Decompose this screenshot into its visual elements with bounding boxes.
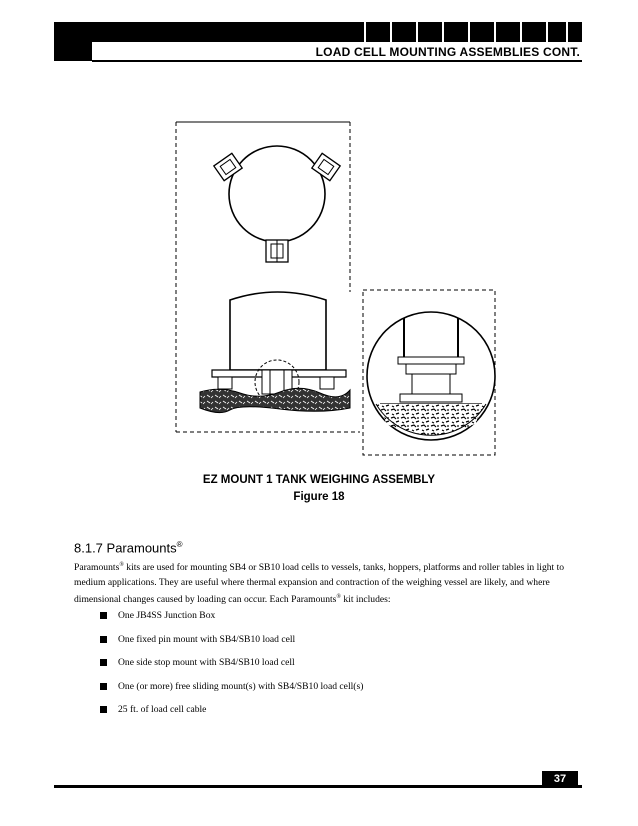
square-bullet-icon	[100, 683, 107, 690]
header-divider	[416, 22, 418, 42]
list-item	[100, 704, 363, 728]
list-item-text: One (or more) free sliding mount(s) with SB4/SB10 load cell(s)	[118, 680, 364, 692]
list-item-text: One fixed pin mount with SB4/SB10 load cell	[118, 633, 296, 645]
square-bullet-icon	[100, 706, 107, 713]
figure-title: EZ MOUNT 1 TANK WEIGHING ASSEMBLY	[202, 474, 436, 486]
side-view	[200, 292, 350, 413]
tank-assembly-figure	[150, 112, 510, 462]
header-divider	[566, 22, 568, 42]
square-bullet-icon	[100, 636, 107, 643]
list-item	[100, 610, 363, 634]
list-item-text: 25 ft. of load cell cable	[118, 704, 207, 715]
section-heading	[74, 540, 183, 555]
registered-mark: ®	[176, 540, 183, 549]
list-item	[100, 657, 363, 681]
section-heading-text: 8.1.7 Paramounts	[74, 540, 177, 556]
square-bullet-icon	[100, 659, 107, 666]
detail-view	[363, 290, 495, 455]
header-rule	[92, 60, 582, 62]
list-item-text: One side stop mount with SB4/SB10 load cell	[118, 657, 295, 668]
square-bullet-icon	[100, 612, 107, 619]
page-number: 37	[542, 771, 578, 788]
paragraph-text: Paramounts	[74, 562, 120, 574]
header-divider	[520, 22, 522, 42]
header-divider	[442, 22, 444, 42]
paragraph-text: kit includes:	[340, 594, 391, 606]
header-divider	[390, 22, 392, 42]
kit-contents-list	[100, 610, 363, 728]
section-paragraph	[74, 558, 574, 608]
header-bar	[54, 22, 582, 42]
list-item-text: One JB4SS Junction Box	[118, 610, 216, 621]
paragraph-text: kits are used for mounting SB4 or SB10 load cells to vessels, tanks, hoppers, platforms and roller tables in light to medium applications. They are useful where thermal expansion and contraction of the weighing vessel are likely, and where dimensional changes caused by loading can occur. Each Paramounts	[74, 562, 565, 606]
top-view	[214, 146, 340, 262]
registered-mark: ®	[119, 562, 124, 568]
figure-label: Figure 18	[293, 491, 345, 503]
list-item	[100, 681, 363, 705]
list-item	[100, 634, 363, 658]
footer-rule	[54, 785, 582, 788]
registered-mark: ®	[336, 594, 341, 601]
header-block	[54, 42, 92, 61]
header-divider	[546, 22, 548, 42]
page-header-title: LOAD CELL MOUNTING ASSEMBLIES CONT.	[315, 45, 580, 59]
header-divider	[468, 22, 470, 42]
header-divider	[364, 22, 366, 42]
header-divider	[494, 22, 496, 42]
